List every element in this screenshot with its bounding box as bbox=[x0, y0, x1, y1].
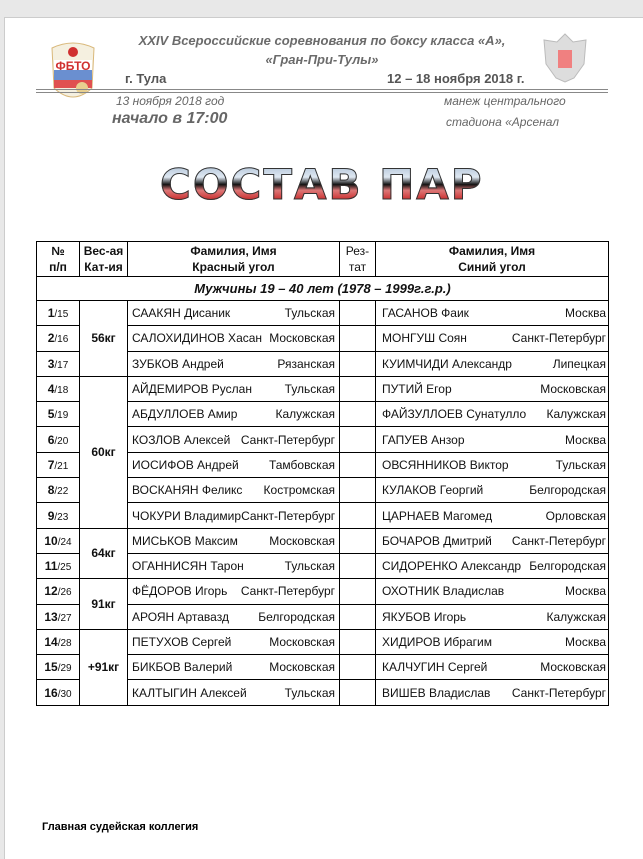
boxer-region: Санкт-Петербург bbox=[511, 685, 606, 700]
start-time: начало в 17:00 bbox=[112, 110, 228, 127]
boxer-region: Санкт-Петербург bbox=[241, 508, 336, 523]
boxer-region: Белгородская bbox=[529, 559, 606, 574]
table-header-row bbox=[37, 242, 609, 277]
boxer-region: Московская bbox=[269, 533, 335, 548]
boxer-region: Калужская bbox=[546, 609, 606, 624]
russia-coat-of-arms-icon bbox=[540, 28, 590, 86]
boxer-name: ОГАННИСЯН Тарон bbox=[132, 559, 244, 574]
blue-corner-cell bbox=[376, 503, 609, 528]
weight-category: 64кг bbox=[80, 528, 128, 579]
svg-text:ФБТО: ФБТО bbox=[55, 59, 91, 73]
boxer-region: Москва bbox=[565, 584, 606, 599]
boxer-name: КУИМЧИДИ Александр bbox=[382, 356, 512, 371]
red-corner-cell bbox=[128, 528, 340, 553]
boxer-name: ОХОТНИК Владислав bbox=[382, 584, 505, 599]
red-corner-cell bbox=[128, 402, 340, 427]
result-cell[interactable] bbox=[340, 301, 376, 326]
category-row: Мужчины 19 – 40 лет (1978 – 1999г.г.р.) bbox=[37, 277, 609, 301]
boxer-name: ВИШЕВ Владислав bbox=[382, 685, 491, 700]
competition-dates: 12 – 18 ноября 2018 г. bbox=[387, 71, 525, 86]
red-corner-cell bbox=[128, 452, 340, 477]
blue-corner-cell bbox=[376, 427, 609, 452]
red-corner-cell bbox=[128, 503, 340, 528]
boxer-name: ВОСКАНЯН Феликс bbox=[132, 483, 243, 498]
pair-number: 4/18 bbox=[37, 376, 80, 401]
red-corner-cell bbox=[128, 604, 340, 629]
result-cell[interactable] bbox=[340, 376, 376, 401]
boxer-name: КУЛАКОВ Георгий bbox=[382, 483, 484, 498]
boxer-region: Тульская bbox=[284, 559, 335, 574]
boxer-region: Калужская bbox=[275, 407, 335, 422]
boxer-region: Москва bbox=[565, 432, 606, 447]
boxer-region: Липецкая bbox=[552, 356, 606, 371]
header-divider bbox=[36, 89, 608, 93]
boxer-region: Тульская bbox=[284, 685, 335, 700]
boxer-region: Москва bbox=[565, 635, 606, 649]
pair-number: 3/17 bbox=[37, 351, 80, 376]
boxer-region: Орловская bbox=[545, 508, 606, 523]
pair-number: 10/24 bbox=[37, 528, 80, 553]
red-corner-cell bbox=[128, 655, 340, 680]
boxer-name: БОЧАРОВ Дмитрий bbox=[382, 533, 492, 548]
blue-corner-cell bbox=[376, 629, 609, 654]
pair-number: 6/20 bbox=[37, 427, 80, 452]
table-row bbox=[37, 301, 609, 326]
boxer-name: САЛОХИДИНОВ Хасан bbox=[132, 331, 263, 346]
blue-corner-cell bbox=[376, 655, 609, 680]
result-cell[interactable] bbox=[340, 604, 376, 629]
red-corner-cell bbox=[128, 553, 340, 578]
weight-category: 60кг bbox=[80, 376, 128, 528]
result-cell[interactable] bbox=[340, 402, 376, 427]
city: г. Тула bbox=[125, 71, 167, 86]
result-cell[interactable] bbox=[340, 452, 376, 477]
document-title: СОСТАВ ПАР bbox=[160, 160, 484, 209]
competition-title-line2: «Гран-При-Тулы» bbox=[265, 52, 379, 67]
blue-corner-cell bbox=[376, 402, 609, 427]
pairs-table bbox=[36, 241, 609, 706]
boxer-name: СААКЯН Дисаник bbox=[132, 306, 231, 321]
boxer-region: Костромская bbox=[263, 483, 335, 498]
result-cell[interactable] bbox=[340, 326, 376, 351]
boxer-region: Тульская bbox=[284, 382, 335, 397]
result-cell[interactable] bbox=[340, 351, 376, 376]
blue-corner-cell bbox=[376, 326, 609, 351]
pair-number: 1/15 bbox=[37, 301, 80, 326]
pair-number: 5/19 bbox=[37, 402, 80, 427]
red-corner-cell bbox=[128, 326, 340, 351]
boxer-name: ЗУБКОВ Андрей bbox=[132, 356, 224, 371]
event-date: 13 ноября 2018 год bbox=[116, 94, 225, 108]
boxer-name: ГАПУЕВ Анзор bbox=[382, 432, 465, 447]
pair-number: 9/23 bbox=[37, 503, 80, 528]
boxer-name: ОВСЯННИКОВ Виктор bbox=[382, 457, 509, 472]
boxer-name: ПЕТУХОВ Сергей bbox=[132, 635, 232, 649]
red-corner-cell bbox=[128, 680, 340, 705]
result-cell[interactable] bbox=[340, 478, 376, 503]
pair-number: 13/27 bbox=[37, 604, 80, 629]
col-number: № п/п bbox=[37, 242, 80, 277]
table-row bbox=[37, 528, 609, 553]
boxer-region: Московская bbox=[269, 331, 335, 346]
result-cell[interactable] bbox=[340, 553, 376, 578]
boxer-region: Белгородская bbox=[258, 609, 335, 624]
result-cell[interactable] bbox=[340, 579, 376, 604]
red-corner-cell bbox=[128, 579, 340, 604]
boxer-region: Калужская bbox=[546, 407, 606, 422]
pair-number: 2/16 bbox=[37, 326, 80, 351]
blue-corner-cell bbox=[376, 680, 609, 705]
weight-category: +91кг bbox=[80, 629, 128, 705]
boxer-name: ХИДИРОВ Ибрагим bbox=[382, 635, 492, 649]
boxer-name: МОНГУШ Соян bbox=[382, 331, 467, 346]
boxer-name: АРОЯН Артавазд bbox=[132, 609, 229, 624]
footer-signature: Главная судейская коллегия bbox=[42, 821, 199, 833]
pair-number: 16/30 bbox=[37, 680, 80, 705]
table-row bbox=[37, 579, 609, 604]
result-cell[interactable] bbox=[340, 629, 376, 654]
pair-number: 15/29 bbox=[37, 655, 80, 680]
blue-corner-cell bbox=[376, 579, 609, 604]
boxer-name: КАЛЧУГИН Сергей bbox=[382, 660, 488, 675]
result-cell[interactable] bbox=[340, 503, 376, 528]
venue-line2: стадиона «Арсенал bbox=[446, 115, 560, 129]
blue-corner-cell bbox=[376, 528, 609, 553]
blue-corner-cell bbox=[376, 604, 609, 629]
blue-corner-cell bbox=[376, 553, 609, 578]
boxer-name: КАЛТЫГИН Алексей bbox=[132, 685, 247, 700]
red-corner-cell bbox=[128, 427, 340, 452]
boxer-name: ПУТИЙ Егор bbox=[382, 382, 452, 397]
result-cell[interactable] bbox=[340, 427, 376, 452]
weight-category: 56кг bbox=[80, 301, 128, 377]
result-cell[interactable] bbox=[340, 655, 376, 680]
boxer-region: Тамбовская bbox=[268, 457, 335, 472]
boxer-name: КОЗЛОВ Алексей bbox=[132, 432, 231, 447]
result-cell[interactable] bbox=[340, 680, 376, 705]
boxer-name: ГАСАНОВ Фаик bbox=[382, 306, 469, 321]
boxer-region: Тульская bbox=[555, 457, 606, 472]
venue-line1: манеж центрального bbox=[444, 94, 566, 108]
table-row bbox=[37, 629, 609, 654]
boxer-region: Москва bbox=[565, 306, 606, 321]
boxer-region: Рязанская bbox=[277, 356, 335, 371]
boxer-region: Санкт-Петербург bbox=[240, 584, 335, 599]
weight-category: 91кг bbox=[80, 579, 128, 630]
boxer-region: Московская bbox=[269, 635, 335, 649]
blue-corner-cell bbox=[376, 478, 609, 503]
col-result: Рез- тат bbox=[340, 242, 376, 277]
boxer-region: Московская bbox=[540, 382, 606, 397]
red-corner-cell bbox=[128, 351, 340, 376]
col-blue-corner: Фамилия, Имя Синий угол bbox=[376, 242, 609, 277]
boxer-name: ЦАРНАЕВ Магомед bbox=[382, 508, 493, 523]
boxer-name: ФАЙЗУЛЛОЕВ Сунатулло bbox=[382, 407, 527, 422]
col-weight: Вес-ая Кат-ия bbox=[80, 242, 128, 277]
boxer-name: ИОСИФОВ Андрей bbox=[132, 457, 239, 472]
blue-corner-cell bbox=[376, 452, 609, 477]
boxer-name: БИКБОВ Валерий bbox=[132, 660, 233, 675]
red-corner-cell bbox=[128, 376, 340, 401]
blue-corner-cell bbox=[376, 376, 609, 401]
boxer-region: Московская bbox=[540, 660, 606, 675]
boxer-name: АБДУЛЛОЕВ Амир bbox=[132, 407, 238, 422]
boxer-region: Московская bbox=[269, 660, 335, 675]
boxer-region: Санкт-Петербург bbox=[511, 533, 606, 548]
pair-number: 11/25 bbox=[37, 553, 80, 578]
pair-number: 14/28 bbox=[37, 629, 80, 654]
boxer-name: МИСЬКОВ Максим bbox=[132, 533, 238, 548]
pair-number: 8/22 bbox=[37, 478, 80, 503]
boxer-name: ЧОКУРИ Владимир bbox=[132, 508, 242, 523]
boxer-name: ФЁДОРОВ Игорь bbox=[132, 584, 228, 599]
result-cell[interactable] bbox=[340, 528, 376, 553]
blue-corner-cell bbox=[376, 301, 609, 326]
pair-number: 7/21 bbox=[37, 452, 80, 477]
blue-corner-cell bbox=[376, 351, 609, 376]
boxer-region: Санкт-Петербург bbox=[511, 331, 606, 346]
col-red-corner: Фамилия, Имя Красный угол bbox=[128, 242, 340, 277]
boxer-name: ЯКУБОВ Игорь bbox=[382, 609, 467, 624]
boxer-name: АЙДЕМИРОВ Руслан bbox=[132, 382, 252, 397]
red-corner-cell bbox=[128, 301, 340, 326]
pair-number: 12/26 bbox=[37, 579, 80, 604]
boxer-region: Тульская bbox=[284, 306, 335, 321]
boxer-region: Белгородская bbox=[529, 483, 606, 498]
red-corner-cell bbox=[128, 629, 340, 654]
boxing-federation-logo bbox=[42, 30, 104, 110]
table-row bbox=[37, 376, 609, 401]
competition-title-line1: XXIV Всероссийские соревнования по боксу класса «А», bbox=[138, 33, 506, 48]
boxer-name: СИДОРЕНКО Александр bbox=[382, 559, 521, 574]
boxer-region: Санкт-Петербург bbox=[240, 432, 335, 447]
red-corner-cell bbox=[128, 478, 340, 503]
